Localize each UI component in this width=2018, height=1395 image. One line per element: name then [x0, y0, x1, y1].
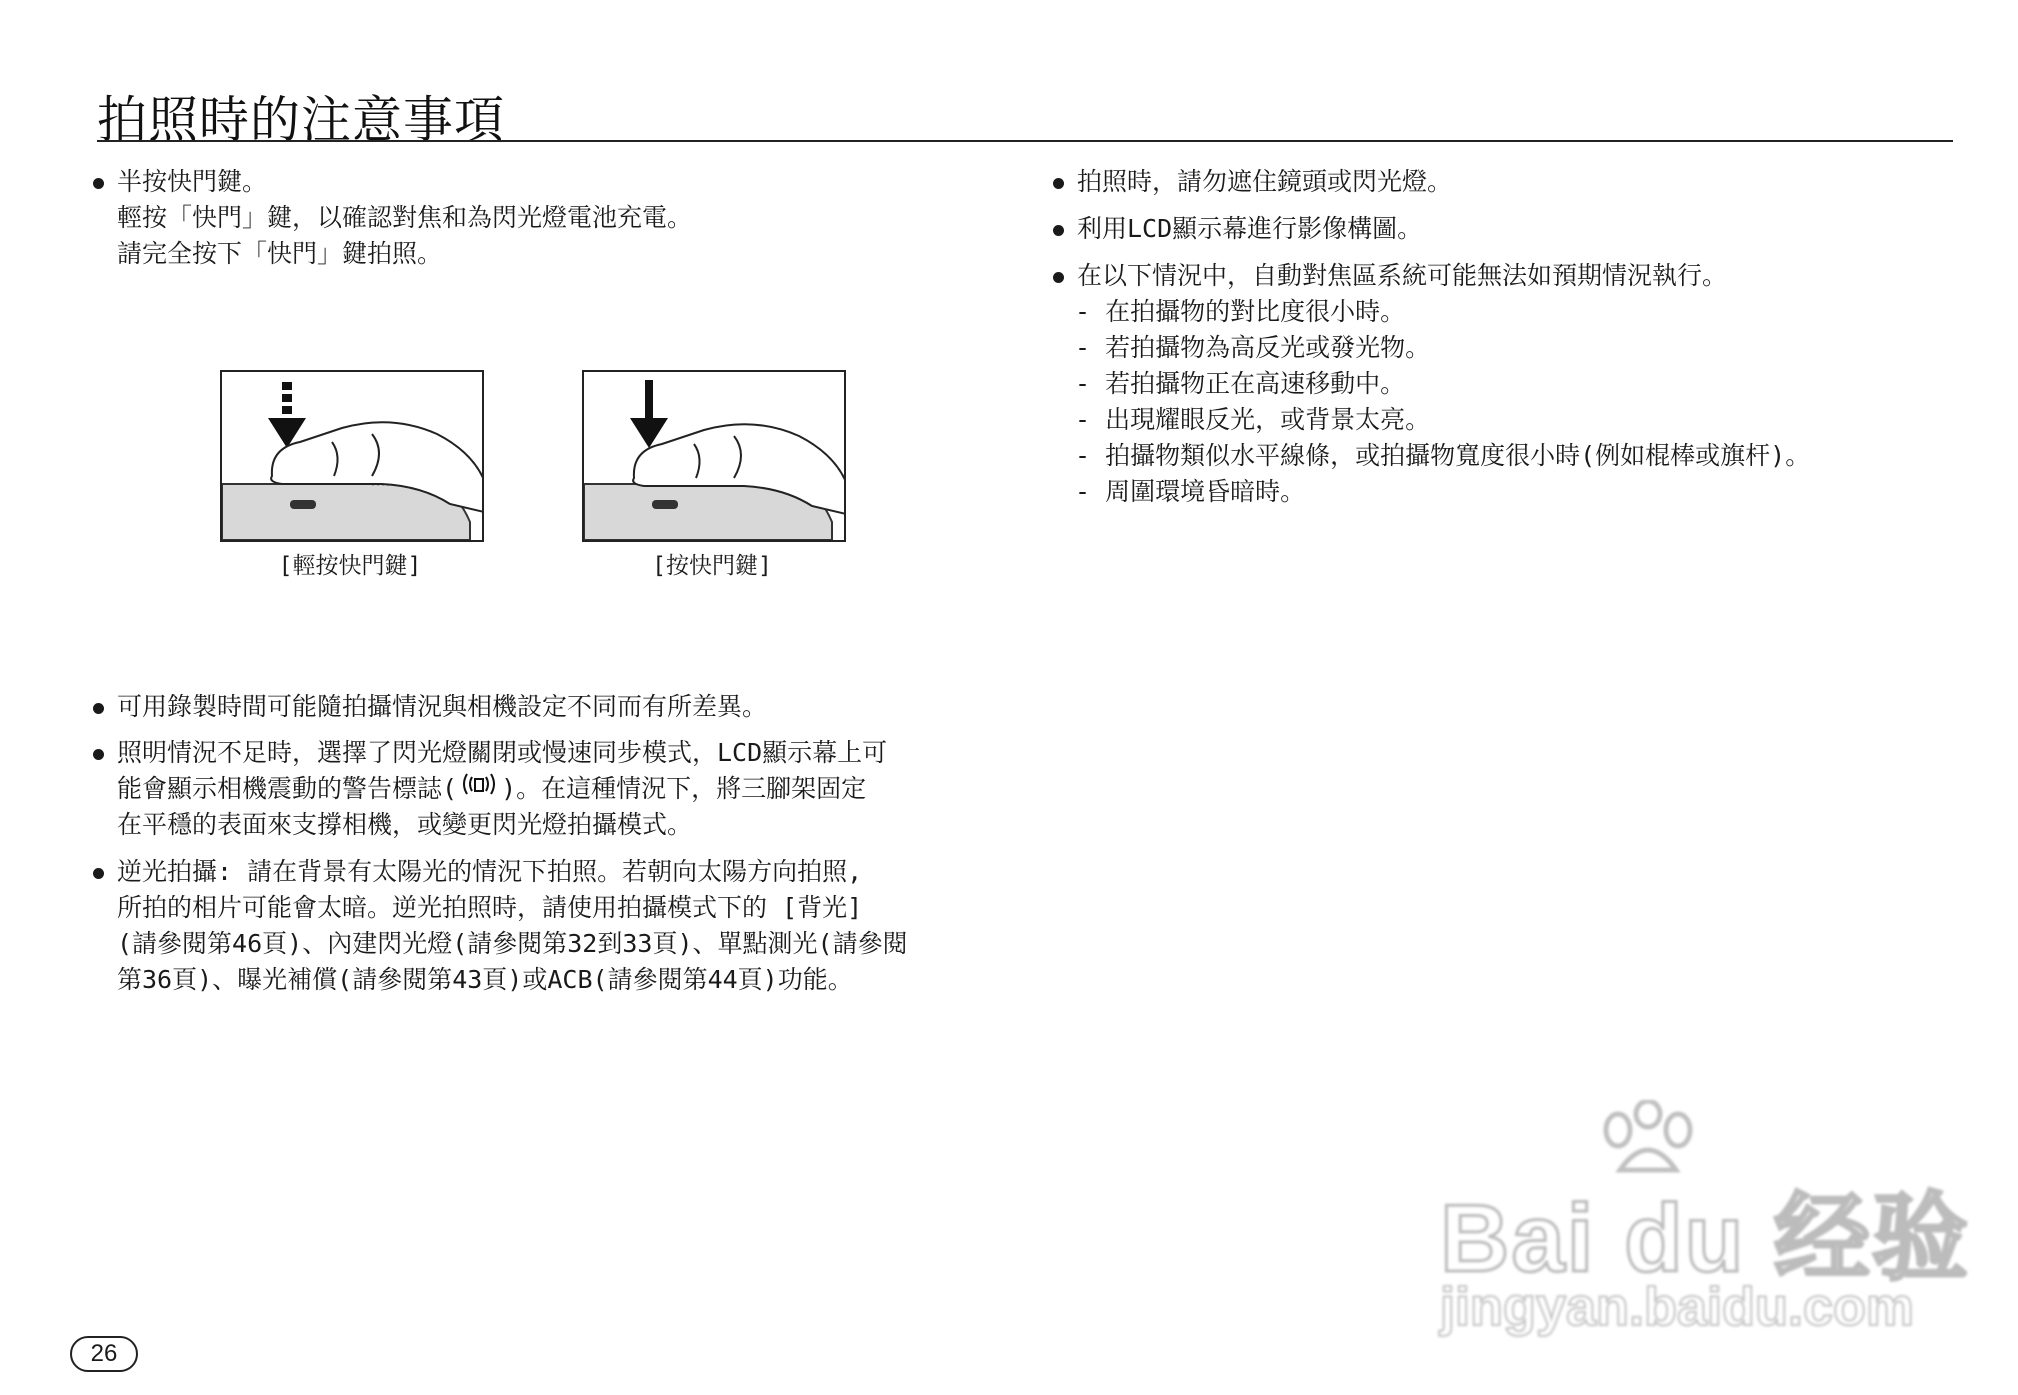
watermark-brand: Bai du 经验: [1440, 1185, 1971, 1292]
shutter-bullet: [93, 164, 993, 272]
note-line: 第36頁)、曝光補償(請參閱第43頁)或ACB(請參閱第44頁)功能。: [117, 965, 853, 994]
note-line-with-icon: [117, 771, 993, 807]
full-press-drawing: [584, 372, 844, 540]
half-press-illustration: [220, 370, 484, 542]
af-condition: - 若拍攝物正在高速移動中。: [1075, 369, 1406, 398]
bullet-dot: [93, 749, 104, 760]
note-fragment: 能會顯示相機震動的警告標誌(: [117, 774, 458, 803]
note-line: (請參閱第46頁)、內建閃光燈(請參閱第32到33頁)、單點測光(請參閱: [117, 929, 908, 958]
bullet-dot: [1053, 272, 1064, 283]
full-press-illustration: [582, 370, 846, 542]
full-press-caption: [按快門鍵]: [652, 553, 772, 579]
af-condition: - 周圍環境昏暗時。: [1075, 477, 1306, 506]
af-condition: - 若拍攝物為高反光或發光物。: [1075, 333, 1431, 362]
note-line: 照明情況不足時，選擇了閃光燈關閉或慢速同步模式，LCD顯示幕上可: [117, 738, 888, 767]
shutter-heading: 半按快門鍵。: [117, 167, 268, 196]
shutter-line-2: 請完全按下「快門」鍵拍照。: [117, 239, 443, 268]
bullet-dot: [1053, 225, 1064, 236]
af-condition: - 出現耀眼反光，或背景太亮。: [1075, 405, 1431, 434]
baidu-watermark: [1440, 1100, 1971, 1340]
half-press-caption: [輕按快門鍵]: [278, 553, 422, 579]
watermark-url: jingyan.baidu.com: [1440, 1277, 1915, 1337]
af-condition: - 在拍攝物的對比度很小時。: [1075, 297, 1406, 326]
note-camera-shake: [93, 735, 993, 843]
note-line: 在平穩的表面來支撐相機，或變更閃光燈拍攝模式。: [117, 810, 693, 839]
note-line: 所拍的相片可能會太暗。逆光拍照時，請使用拍攝模式下的 [背光]: [117, 893, 863, 922]
af-condition: - 拍攝物類似水平線條，或拍攝物寬度很小時(例如棍棒或旗杆)。: [1075, 441, 1811, 470]
tip-text: 在以下情況中，自動對焦區系統可能無法如預期情況執行。: [1077, 261, 1728, 290]
tip-lcd-framing: [1053, 211, 1953, 247]
note-fragment: )。在這種情況下，將三腳架固定: [501, 774, 867, 803]
page-number: 26: [70, 1336, 138, 1372]
half-press-drawing: [222, 372, 482, 540]
note-line: 可用錄製時間可能隨拍攝情況與相機設定不同而有所差異。: [117, 692, 768, 721]
tip-lens-cover: [1053, 164, 1953, 200]
tip-text: 利用LCD顯示幕進行影像構圖。: [1077, 214, 1423, 243]
bullet-dot: [1053, 178, 1064, 189]
tip-autofocus: [1053, 258, 1953, 510]
note-line: 逆光拍攝: 請在背景有太陽光的情況下拍照。若朝向太陽方向拍照,: [117, 857, 863, 886]
bullet-dot: [93, 178, 104, 189]
bullet-dot: [93, 703, 104, 714]
note-recording-time: [93, 689, 993, 725]
camera-shake-warning-icon: [457, 771, 501, 807]
title-rule: [97, 140, 1953, 142]
af-condition-list: [1053, 294, 1953, 510]
page-title: 拍照時的注意事項: [97, 91, 505, 149]
bullet-dot: [93, 868, 104, 879]
tip-text: 拍照時，請勿遮住鏡頭或閃光燈。: [1077, 167, 1453, 196]
note-backlight: [93, 854, 993, 998]
shutter-line-1: 輕按「快門」鍵，以確認對焦和為閃光燈電池充電。: [117, 203, 693, 232]
